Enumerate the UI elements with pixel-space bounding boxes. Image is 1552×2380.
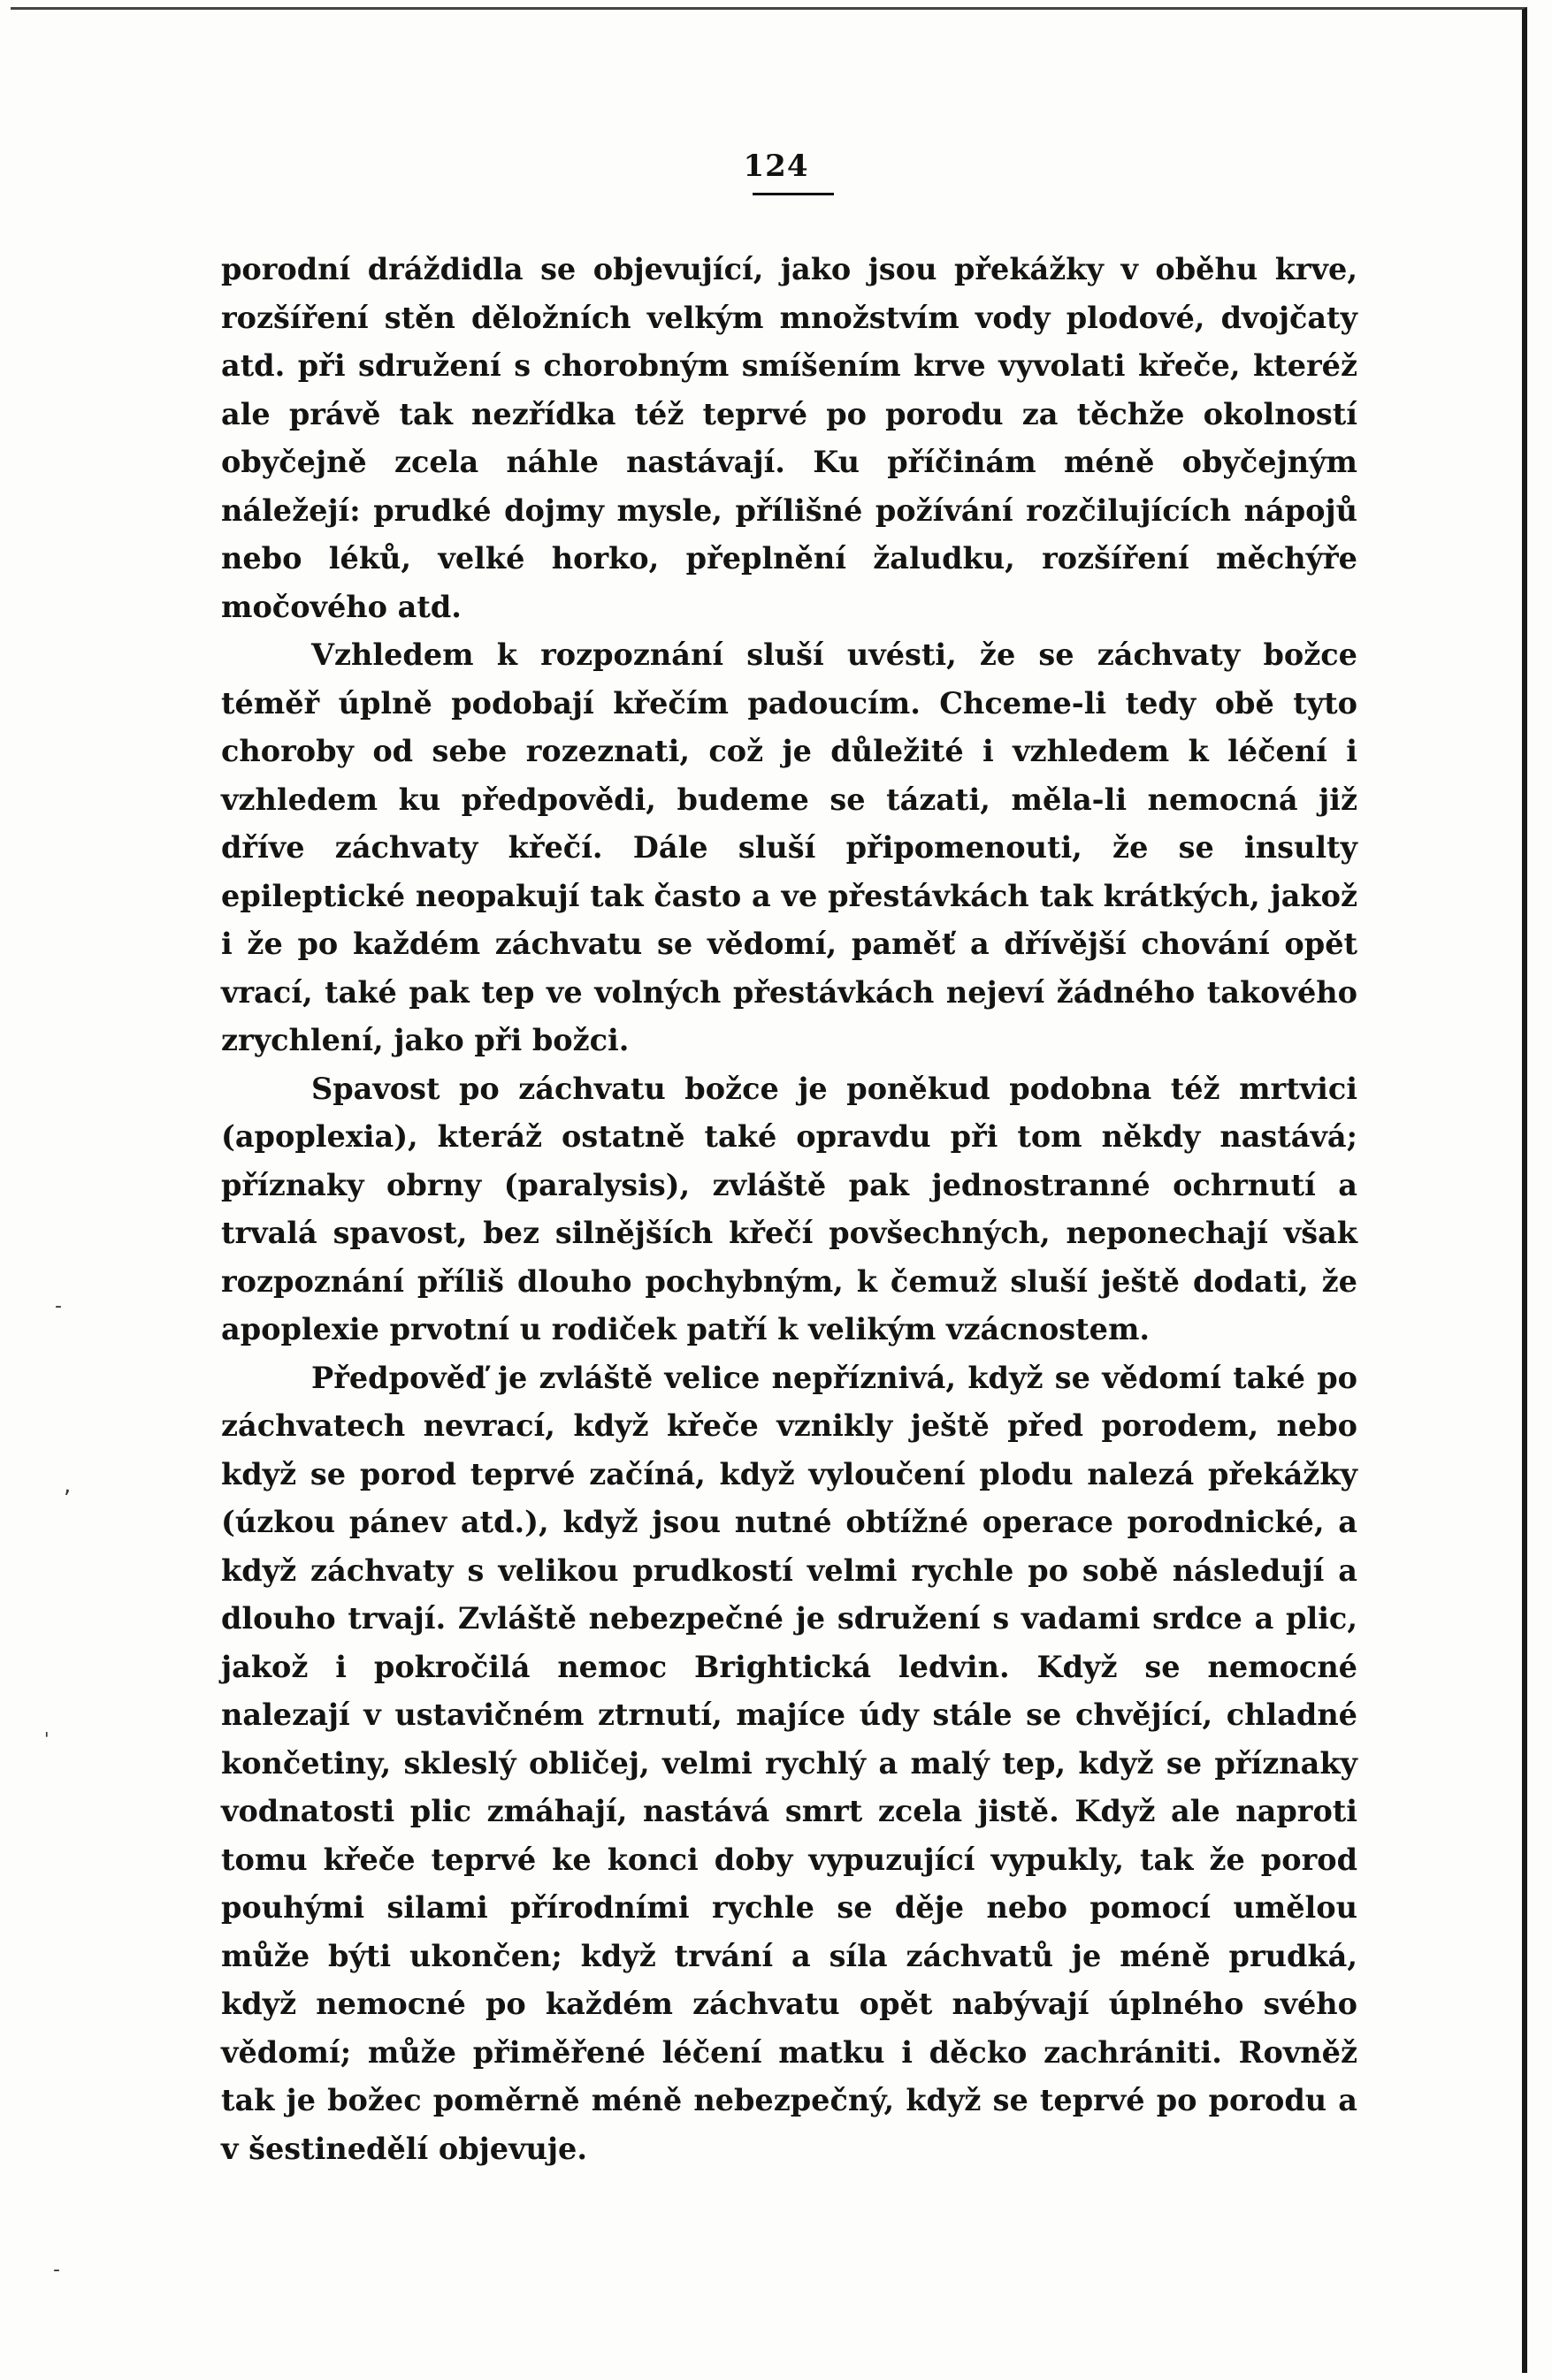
page-number-underline — [753, 193, 834, 195]
page-number: 124 — [743, 149, 809, 184]
margin-mark: - — [55, 1295, 62, 1317]
margin-mark: - — [53, 2259, 60, 2281]
margin-mark: , — [64, 1472, 72, 1499]
paragraph-continuation: porodní dráždidla se objevující, jako jsou překážky v oběhu krve, rozšíření stěn děložních velkým množstvím vody plodové, dvojčaty atd. při sdružení s chorobným smíšením krve vyvolati křeče, kteréž ale právě tak nezřídka též teprvé po porodu za těchže okolností obyčejně zcela náhle nastávají. Ku příčinám méně obyčejným náležejí: prudké dojmy mysle, přílišné požívání rozčilujících nápojů nebo léků, velké horko, přeplnění žaludku, rozšíření měchýře močového atd. — [221, 252, 1357, 624]
paragraph-apoplexy: Spavost po záchvatu božce je poněkud podobna též mrtvici (apoplexia), kteráž ostatně také opravdu při tom někdy nastává; příznaky obrny (paralysis), zvláště pak jednostranné ochrnutí a trvalá spavost, bez silnějších křečí povšechných, neponechají však rozpoznání příliš dlouho pochybným, k čemuž sluší ještě dodati, že apoplexie prvotní u rodiček patří k velikým vzácnostem. — [221, 1071, 1357, 1346]
paragraph-diagnosis: Vzhledem k rozpoznání sluší uvésti, že se záchvaty božce téměř úplně podobají křečím padoucím. Chceme-li tedy obě tyto choroby od sebe rozeznati, což je důležité i vzhledem k léčení i vzhledem ku předpovědi, budeme se tázati, měla-li nemocná již dříve záchvaty křečí. Dále sluší připomenouti, že se insulty epileptické neopakují tak často a ve přestávkách tak krátkých, jakož i že po každém záchvatu se vědomí, paměť a dřívější chování opět vrací, také pak tep ve volných přestávkách nejeví žádného takového zrychlení, jako při božci. — [221, 637, 1357, 1057]
margin-mark: ' — [44, 1728, 50, 1750]
paragraph-prognosis: Předpověď je zvláště velice nepříznivá, když se vědomí také po záchvatech nevrací, když křeče vznikly ještě před porodem, nebo když se porod teprvé začíná, když vyloučení plodu nalezá překážky (úzkou pánev atd.), když jsou nutné obtížné operace porodnické, a když záchvaty s velikou prudkostí velmi rychle po sobě následují a dlouho trvají. Zvláště nebezpečné je sdružení s vadami srdce a plic, jakož i pokročilá nemoc Brightická ledvin. Když se nemocné nalezají v ustavičném ztrnutí, majíce údy stále se chvějící, chladné končetiny, skleslý obličej, velmi rychlý a malý tep, když se příznaky vodnatosti plic zmáhají, nastává smrt zcela jistě. Když ale naproti tomu křeče teprvé ke konci doby vypuzující vypukly, tak že porod pouhými silami přírodními rychle se děje nebo pomocí umělou může býti ukončen; když trvání a síla záchvatů je méně prudká, když nemocné po každém záchvatu opět nabývají úplného svého vědomí; může přiměřené léčení matku i děcko zachrániti. Rovněž tak je božec poměrně méně nebezpečný, když se teprvé po porodu a v šestinedělí objevuje. — [221, 1360, 1357, 2166]
body-text — [221, 246, 1357, 2173]
